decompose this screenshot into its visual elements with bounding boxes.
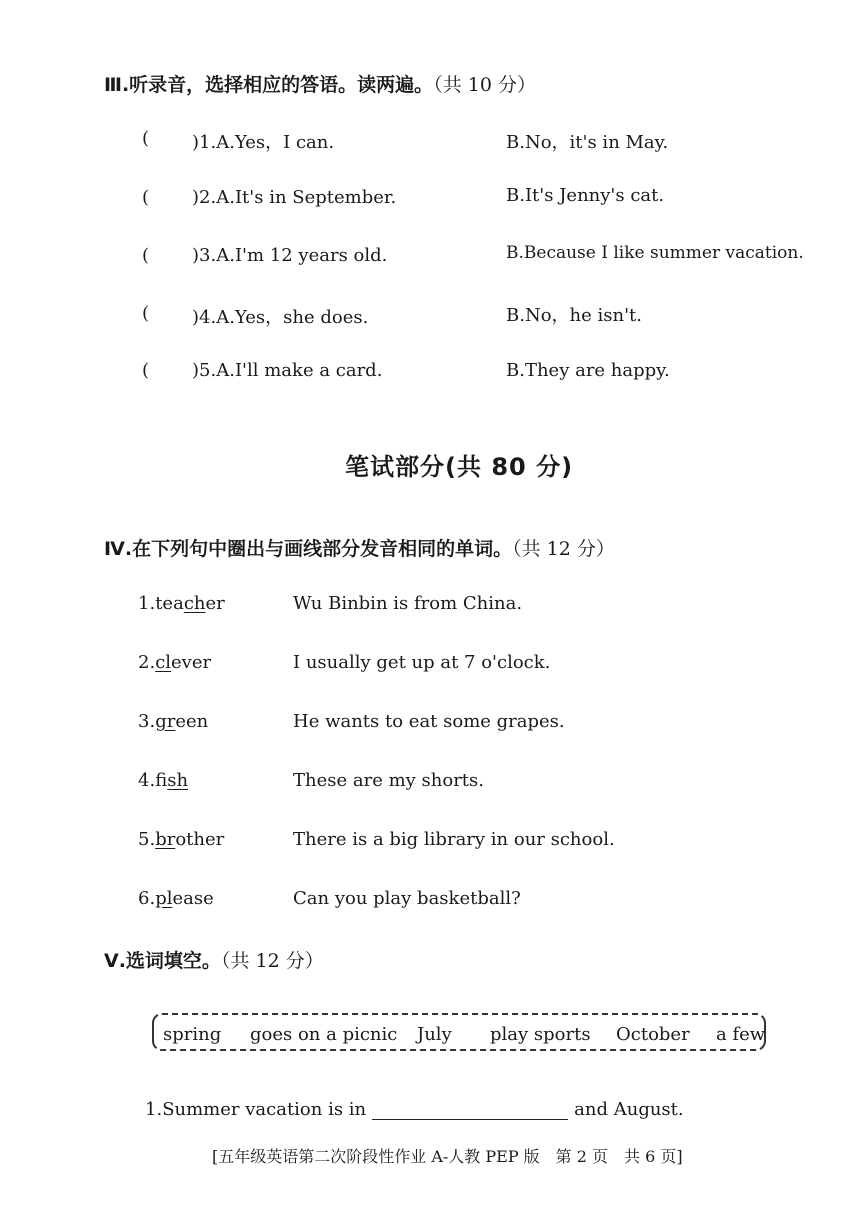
question-row: ( xyxy=(142,245,150,266)
fill-blank-question: 1.Summer vacation is in and August. xyxy=(145,1099,684,1120)
option-b: B.It's Jenny's cat. xyxy=(506,185,665,206)
answer-blank[interactable] xyxy=(372,1101,568,1120)
option-b: B.No，he isn't. xyxy=(506,305,642,326)
section-5-title: Ⅴ.选词填空。（共 12 分） xyxy=(104,950,324,972)
phonics-sentence: Wu Binbin is from China. xyxy=(293,593,523,614)
question-row: ( xyxy=(142,128,150,149)
phonics-sentence: These are my shorts. xyxy=(293,770,484,791)
phonics-sentence: There is a big library in our school. xyxy=(293,829,615,850)
word-bank-item: October xyxy=(616,1024,690,1045)
phonics-word: 4.fish xyxy=(138,770,189,791)
option-b: B.No，it's in May. xyxy=(506,132,669,153)
question-stem: )5.A.I'll make a card. xyxy=(192,360,383,381)
phonics-sentence: I usually get up at 7 o'clock. xyxy=(293,652,551,673)
phonics-sentence: Can you play basketball? xyxy=(293,888,521,909)
question-row: ( xyxy=(142,360,150,381)
word-bank-item: play sports xyxy=(490,1024,591,1045)
question-stem: )4.A.Yes，she does. xyxy=(192,307,369,328)
word-bank-item: a few xyxy=(716,1024,766,1045)
question-stem: )2.A.It's in September. xyxy=(192,187,397,208)
question-row: ( xyxy=(142,303,150,324)
option-b: B.They are happy. xyxy=(506,360,670,381)
page-footer: [五年级英语第二次阶段性作业 A-人教 PEP 版 第 2 页 共 6 页] xyxy=(212,1147,683,1166)
word-bank-item: spring xyxy=(163,1024,222,1045)
question-stem: )3.A.I'm 12 years old. xyxy=(192,245,388,266)
word-bank-item: July xyxy=(417,1024,452,1045)
phonics-sentence: He wants to eat some grapes. xyxy=(293,711,565,732)
section-4-title: Ⅳ.在下列句中圈出与画线部分发音相同的单词。（共 12 分） xyxy=(104,538,615,560)
phonics-word: 5.brother xyxy=(138,829,225,850)
phonics-word: 1.teacher xyxy=(138,593,225,614)
phonics-word: 6.please xyxy=(138,888,214,909)
phonics-word: 3.green xyxy=(138,711,209,732)
word-bank-item: goes on a picnic xyxy=(250,1024,398,1045)
phonics-word: 2.clever xyxy=(138,652,212,673)
written-part-title: 笔试部分(共 80 分) xyxy=(345,453,574,481)
question-stem: )1.A.Yes，I can. xyxy=(192,132,335,153)
question-row: ( xyxy=(142,187,150,208)
section-3-title: Ⅲ.听录音，选择相应的答语。读两遍。（共 10 分） xyxy=(104,74,536,96)
option-b: B.Because I like summer vacation. xyxy=(506,243,804,263)
